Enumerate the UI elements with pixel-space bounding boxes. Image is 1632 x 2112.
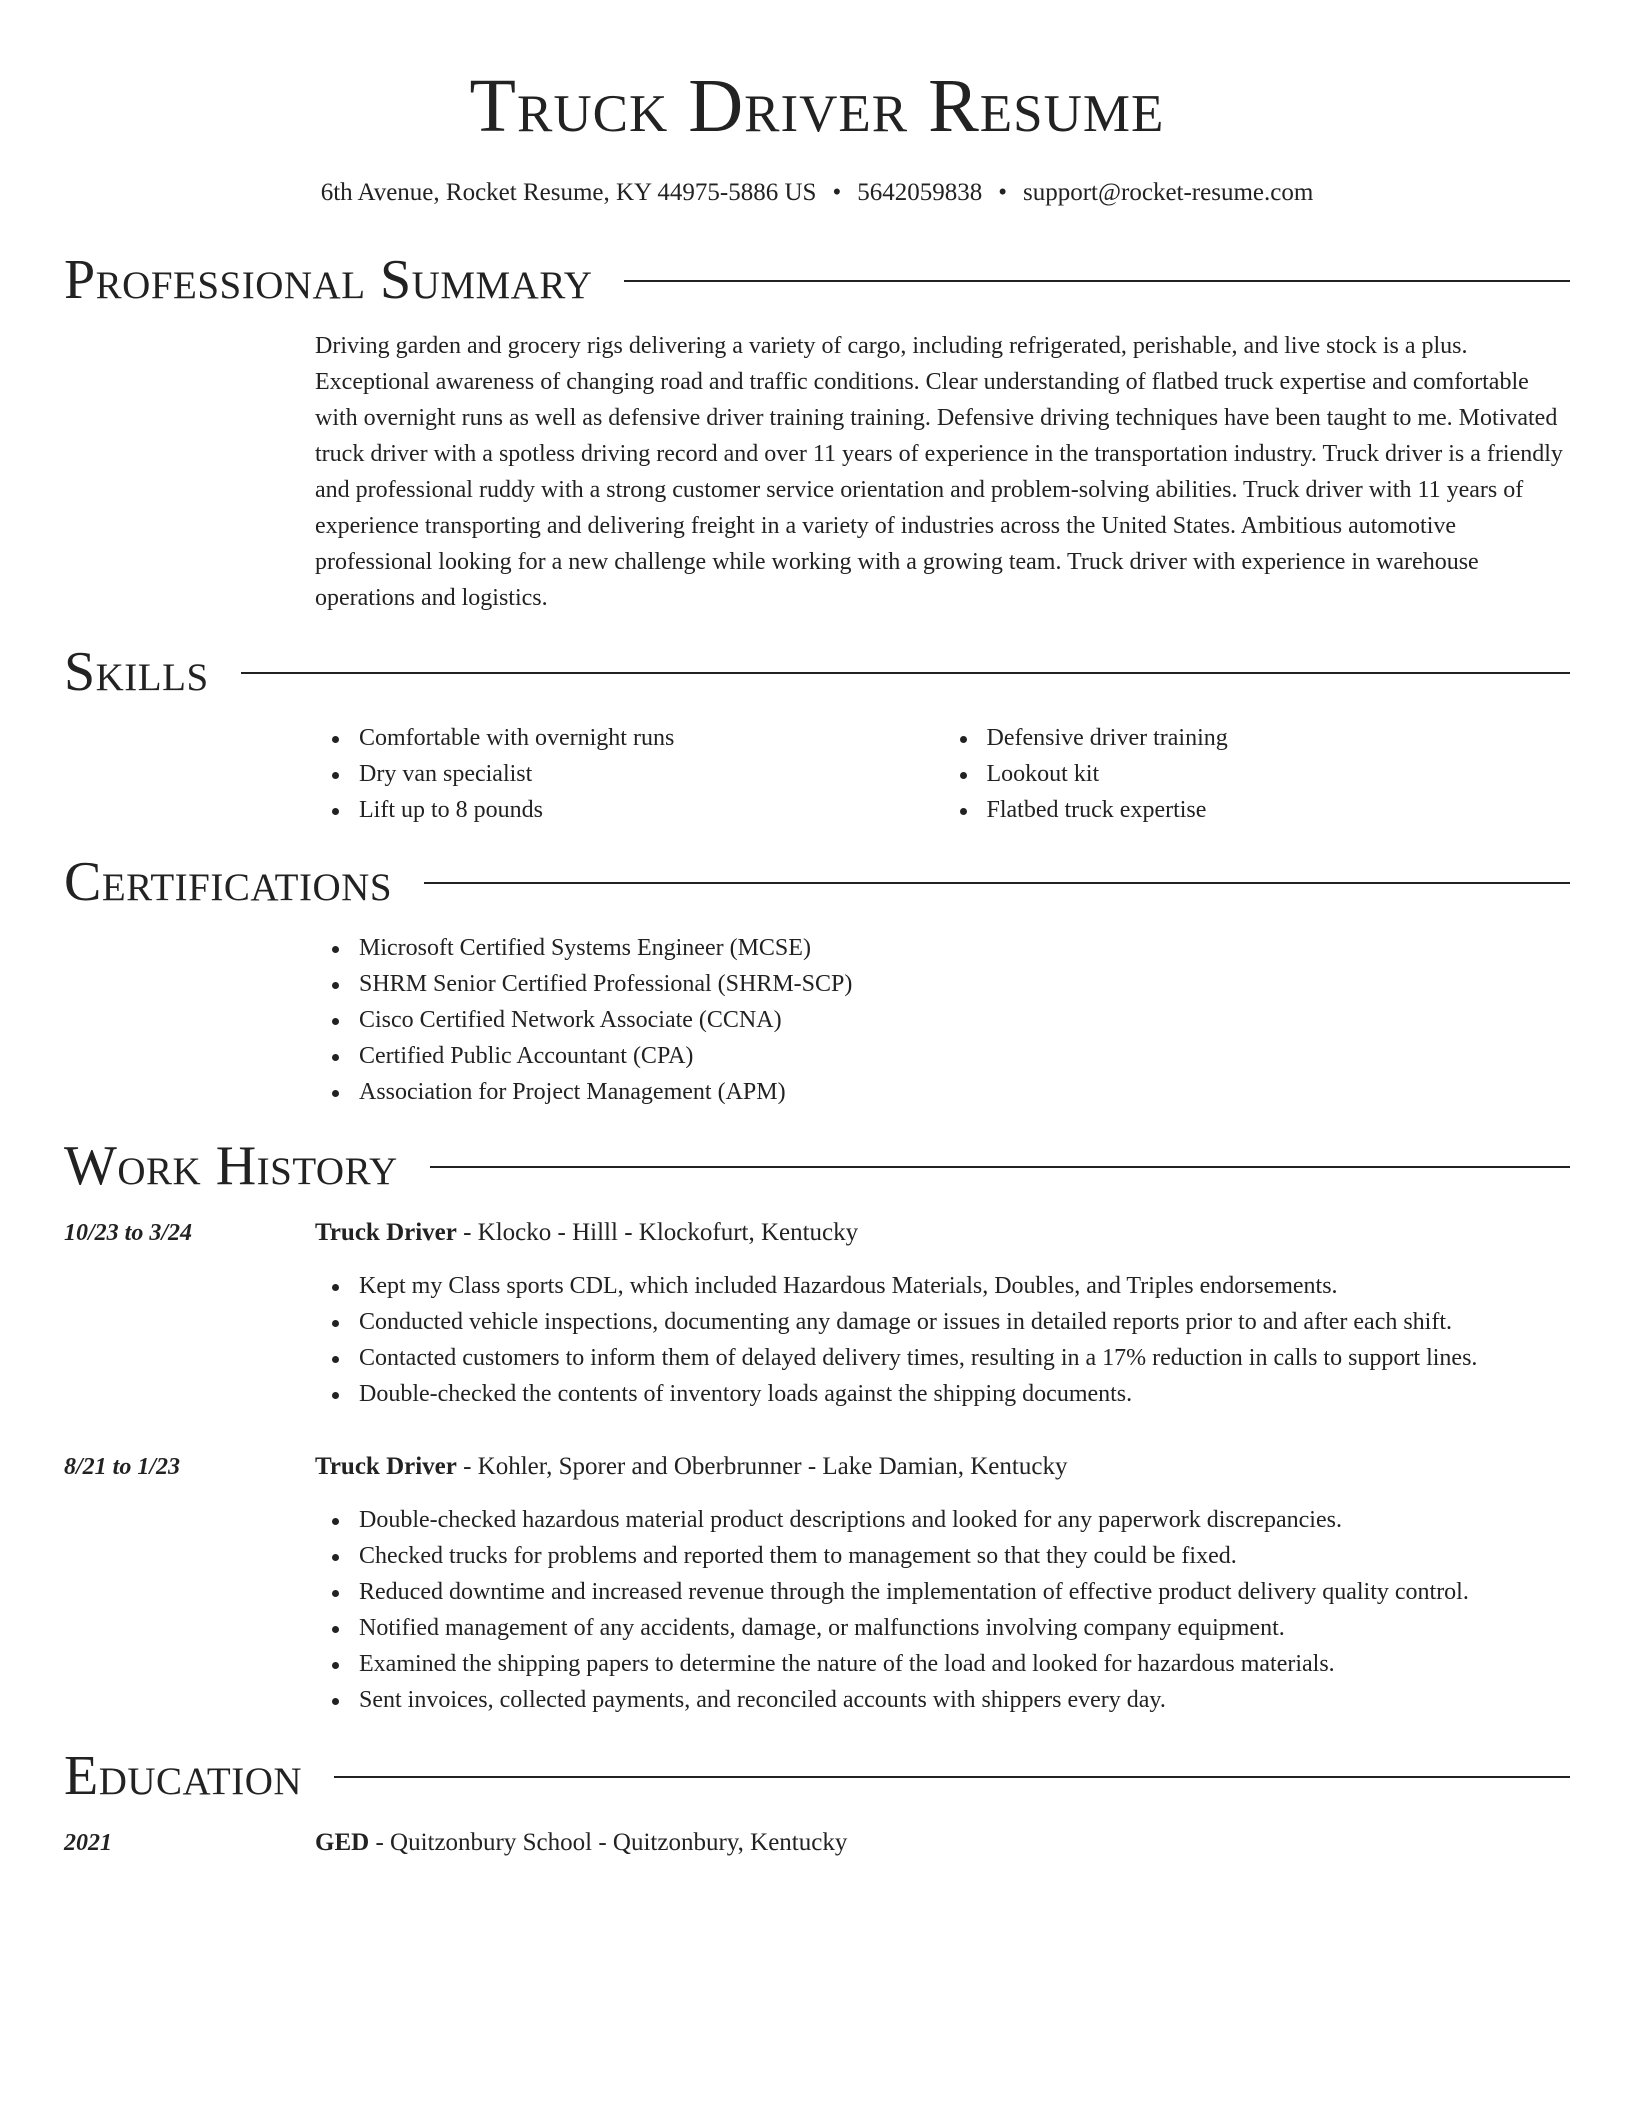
resume-title: Truck Driver Resume <box>469 64 1165 148</box>
certification-item: Association for Project Management (APM) <box>359 1074 1570 1110</box>
contact-separator: • <box>832 179 842 206</box>
skills-list-left <box>315 720 943 828</box>
certifications-content <box>315 930 1570 1110</box>
summary-content <box>315 328 1570 616</box>
job-title: Truck Driver <box>315 1219 457 1246</box>
skill-item: Flatbed truck expertise <box>987 792 1571 828</box>
certifications-heading-row <box>64 850 1570 914</box>
work-history-section <box>64 1134 1570 1718</box>
skills-heading-row <box>64 640 1570 704</box>
education-year: 2021 <box>64 1830 112 1856</box>
summary-text: Driving garden and grocery rigs delivering a variety of cargo, including refrigerated, perishable, and live stock is a plus. Exceptional awareness of changing road and traffic conditions. Clear understanding of flatbed truck expertise and comfortable with overnight runs as well as defensive driver training training. Defensive driving techniques have been taught to me. Motivated truck driver with a spotless driving record and over 11 years of experience in the transportation industry. Truck driver is a friendly and professional ruddy with a strong customer service orientation and problem-solving abilities. Truck driver with 11 years of experience transporting and delivering freight in a variety of industries across the United States. Ambitious automotive professional looking for a new challenge while working with a growing team. Truck driver with experience in warehouse operations and logistics. <box>315 333 1563 611</box>
resume-page <box>64 0 1570 1860</box>
job-header <box>64 1450 1570 1484</box>
section-divider <box>424 882 1570 884</box>
job-dates: 10/23 to 3/24 <box>64 1220 193 1246</box>
section-divider <box>241 672 1570 674</box>
job-bullets <box>315 1268 1570 1412</box>
skill-item: Comfortable with overnight runs <box>359 720 943 756</box>
job-employer: - Klocko - Hilll - Klockofurt, Kentucky <box>456 1219 859 1246</box>
education-school: - Quitzonbury School - Quitzonbury, Kentucky <box>369 1829 848 1856</box>
skill-item: Lift up to 8 pounds <box>359 792 943 828</box>
job-header <box>64 1216 1570 1250</box>
certifications-list <box>315 930 1570 1110</box>
job-title-line <box>315 1450 1067 1484</box>
certification-item: SHRM Senior Certified Professional (SHRM-SCP) <box>359 966 1570 1002</box>
education-heading: Education <box>64 1745 303 1807</box>
certification-item: Cisco Certified Network Associate (CCNA) <box>359 1002 1570 1038</box>
job-duty: Double-checked the contents of inventory loads against the shipping documents. <box>359 1376 1570 1412</box>
certifications-heading: Certifications <box>64 851 393 913</box>
skills-heading: Skills <box>64 641 209 703</box>
education-section <box>64 1744 1570 1860</box>
contact-line <box>64 176 1570 210</box>
summary-section <box>64 248 1570 616</box>
education-degree: GED <box>315 1829 370 1856</box>
job-duty: Kept my Class sports CDL, which included Hazardous Materials, Doubles, and Triples endorsements. <box>359 1268 1570 1304</box>
job-bullets <box>315 1502 1570 1718</box>
skill-item: Lookout kit <box>987 756 1571 792</box>
skill-item: Defensive driver training <box>987 720 1571 756</box>
job-duty: Checked trucks for problems and reported them to management so that they could be fixed. <box>359 1538 1570 1574</box>
certification-item: Certified Public Accountant (CPA) <box>359 1038 1570 1074</box>
work-history-heading-row <box>64 1134 1570 1198</box>
skill-item: Dry van specialist <box>359 756 943 792</box>
job-employer: - Kohler, Sporer and Oberbrunner - Lake Damian, Kentucky <box>456 1453 1068 1480</box>
summary-heading: Professional Summary <box>64 249 593 311</box>
skills-grid <box>315 720 1570 828</box>
contact-phone: 5642059838 <box>857 179 983 206</box>
certification-item: Microsoft Certified Systems Engineer (MCSE) <box>359 930 1570 966</box>
job-entry <box>64 1450 1570 1718</box>
job-duty: Reduced downtime and increased revenue through the implementation of effective product delivery quality control. <box>359 1574 1570 1610</box>
job-entry <box>64 1216 1570 1412</box>
job-dates: 8/21 to 1/23 <box>64 1454 181 1480</box>
contact-email: support@rocket-resume.com <box>1023 179 1314 206</box>
job-duty: Sent invoices, collected payments, and reconciled accounts with shippers every day. <box>359 1682 1570 1718</box>
section-divider <box>624 280 1570 282</box>
skills-list-right <box>943 720 1571 828</box>
education-heading-row <box>64 1744 1570 1808</box>
work-history-heading: Work History <box>64 1135 398 1197</box>
education-entry <box>64 1826 1570 1860</box>
education-line <box>315 1826 847 1860</box>
job-duty: Notified management of any accidents, damage, or malfunctions involving company equipment. <box>359 1610 1570 1646</box>
job-duties-list <box>315 1268 1570 1412</box>
job-duty: Examined the shipping papers to determine the nature of the load and looked for hazardous materials. <box>359 1646 1570 1682</box>
summary-heading-row <box>64 248 1570 312</box>
job-title-line <box>315 1216 858 1250</box>
job-duty: Conducted vehicle inspections, documenting any damage or issues in detailed reports prior to and after each shift. <box>359 1304 1570 1340</box>
contact-separator: • <box>998 179 1007 206</box>
job-duty: Contacted customers to inform them of delayed delivery times, resulting in a 17% reduction in calls to support lines. <box>359 1340 1570 1376</box>
job-duty: Double-checked hazardous material product descriptions and looked for any paperwork discrepancies. <box>359 1502 1570 1538</box>
section-divider <box>334 1776 1570 1778</box>
skills-section <box>64 640 1570 828</box>
contact-address: 6th Avenue, Rocket Resume, KY 44975-5886 US <box>320 179 817 206</box>
certifications-section <box>64 850 1570 1110</box>
job-title: Truck Driver <box>315 1453 457 1480</box>
section-divider <box>430 1166 1570 1168</box>
job-duties-list <box>315 1502 1570 1718</box>
